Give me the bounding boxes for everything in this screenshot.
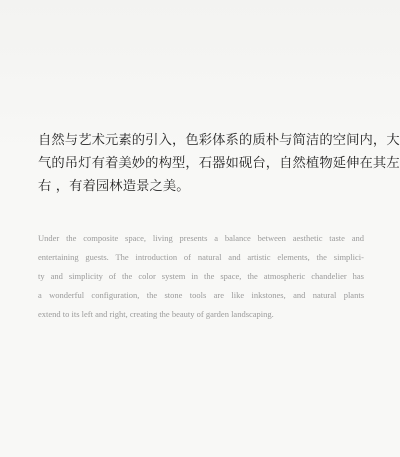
english-line: ty and simplicity of the color system in the space, the atmospheric chandelier has: [38, 271, 364, 281]
english-line: entertaining guests. The introduction of natural and artistic elements, the simplici-: [38, 252, 364, 262]
chinese-line: 右 ，有着园林造景之美。: [38, 179, 190, 194]
chinese-line: 气的吊灯有着美妙的构型，石器如砚台，自然植物延伸在其左: [38, 156, 400, 171]
chinese-line: 自然与艺术元素的引入，色彩体系的质朴与简洁的空间内，大: [38, 133, 400, 148]
english-line: Under the composite space, living presents a balance between aesthetic taste and: [38, 233, 364, 243]
english-paragraph: [38, 229, 364, 324]
english-line: extend to its left and right, creating the beauty of garden landscaping.: [38, 309, 274, 319]
chinese-paragraph: [38, 129, 400, 198]
english-line: a wonderful configuration, the stone tools are like inkstones, and natural plants: [38, 290, 364, 300]
